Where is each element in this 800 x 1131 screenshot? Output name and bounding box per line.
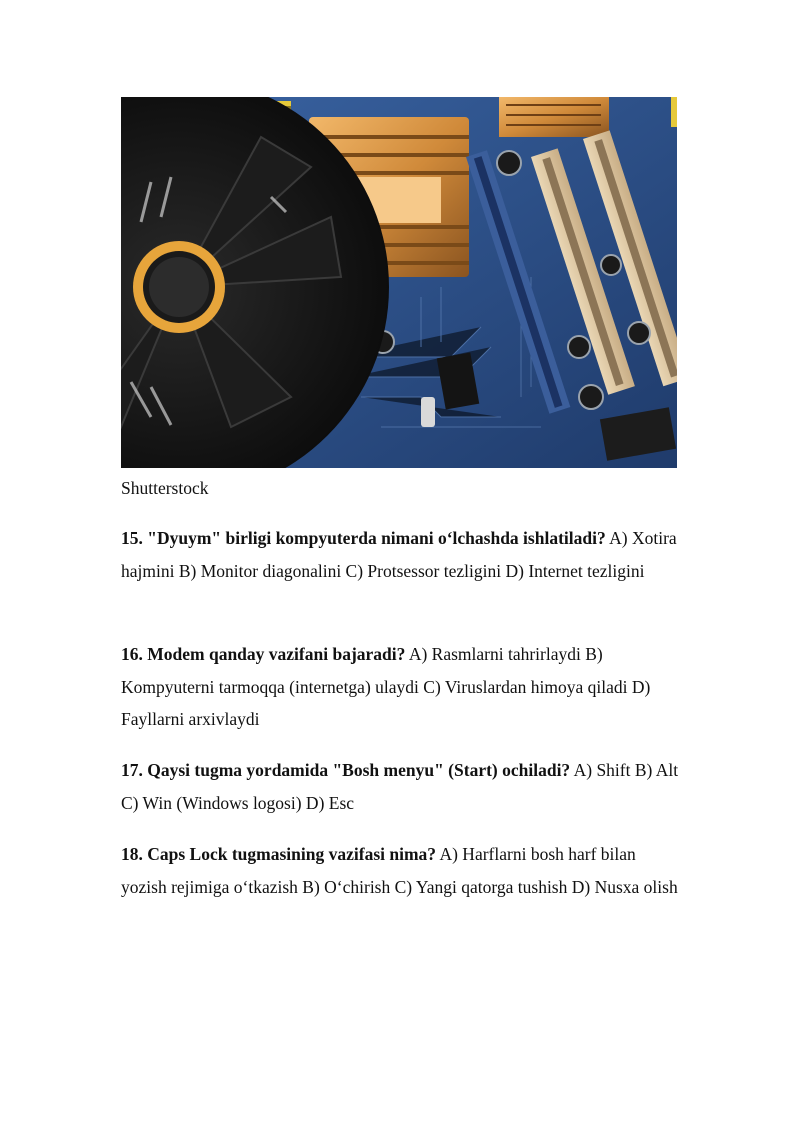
- image-caption: Shutterstock: [121, 478, 209, 498]
- question-15-options: A) Xotira hajmini B) Monitor diagonalini C) Protsessor tezligini D) Internet tezligini: [121, 528, 677, 581]
- question-18-prompt: 18. Caps Lock tugmasining vazifasi nima?: [121, 844, 437, 864]
- motherboard-illustration: [121, 97, 677, 468]
- question-15-prompt: 15. "Dyuym" birligi kompyuterda nimani o‘lchashda ishlatiladi?: [121, 528, 606, 548]
- question-15: [121, 522, 681, 587]
- question-17-prompt: 17. Qaysi tugma yordamida "Bosh menyu" (Start) ochiladi?: [121, 760, 571, 780]
- question-16-prompt: 16. Modem qanday vazifani bajaradi?: [121, 644, 406, 664]
- question-17-options: A) Shift B) Alt C) Win (Windows logosi) D) Esc: [121, 760, 679, 813]
- question-16-options: A) Rasmlarni tahrirlaydi B) Kompyuterni tarmoqqa (internetga) ulaydi C) Viruslardan himoya qiladi D) Fayllarni arxivlaydi: [121, 644, 651, 729]
- motherboard-photo: [121, 97, 677, 468]
- question-17: [121, 754, 681, 819]
- question-16: [121, 638, 681, 736]
- question-18: [121, 838, 681, 903]
- question-18-options: A) Harflarni bosh harf bilan yozish rejimiga o‘tkazish B) O‘chirish C) Yangi qatorga tushish D) Nusxa olish: [121, 844, 678, 897]
